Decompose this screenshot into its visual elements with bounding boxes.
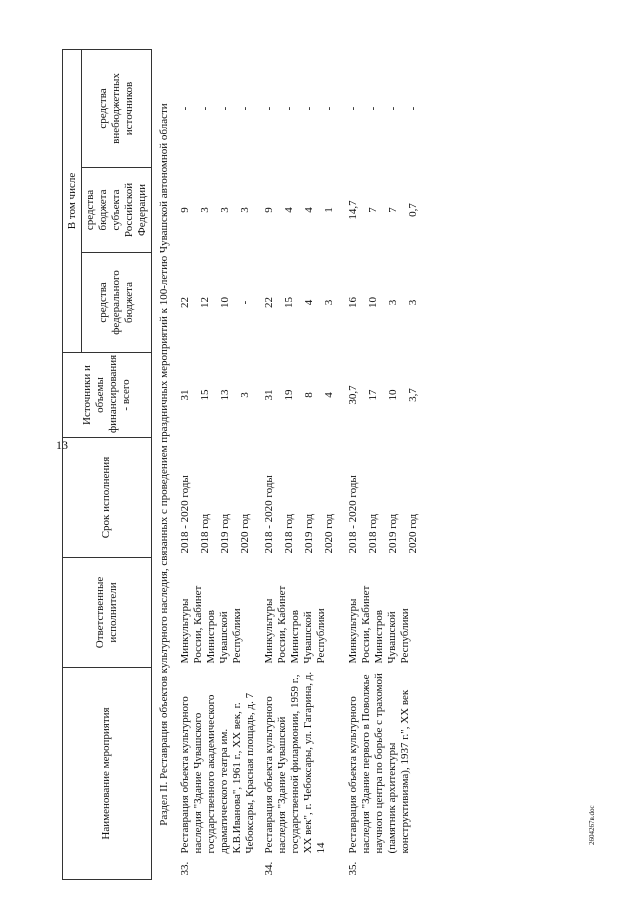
measure-name: Реставрация объекта культурного наследия "Здание первого в Поволжье научного центра по борьбе с трахомой (памятник архитектуры конструктивизма), 1937 г.", XX век: [346, 673, 411, 854]
federal: [261, 253, 345, 353]
period: [261, 438, 345, 558]
col-term-header: Срок исполнения: [63, 438, 152, 558]
period-value: 2020 год: [238, 513, 251, 554]
extra-value: -: [406, 106, 419, 111]
col-regional-header: средства бюджета субъекта Российской Федерации: [82, 168, 152, 253]
federal-value: 15: [282, 297, 295, 308]
extra-value: -: [366, 106, 379, 111]
extra-value: -: [302, 106, 315, 111]
period-value: 2018 - 2020 годы: [178, 475, 191, 554]
federal-value: 22: [178, 297, 191, 308]
extra-value: -: [282, 106, 295, 111]
regional: [177, 168, 261, 253]
document-code: 2604267в.doc: [588, 805, 596, 845]
extra-value: -: [346, 106, 359, 111]
regional-value: 7: [386, 207, 399, 213]
regional-value: 3: [198, 207, 211, 213]
regional-value: 0,7: [406, 203, 419, 217]
col-name-header: Наименование мероприятия: [63, 668, 152, 880]
regional: [345, 168, 429, 253]
regional-value: 4: [282, 207, 295, 213]
federal-value: -: [238, 300, 251, 305]
table-row: [345, 50, 429, 880]
regional-value: 3: [238, 207, 251, 213]
total: [177, 353, 261, 438]
extra-value: -: [218, 106, 231, 111]
section-title: Раздел II. Реставрация объектов культурного наследия, связанных с проведением праздничных мероприятий к 100-летию Чувашской автономной области: [157, 103, 170, 826]
period-value: 2020 год: [322, 513, 335, 554]
col-executors-header: Ответственные исполнители: [63, 558, 152, 668]
period-value: 2018 год: [198, 513, 211, 554]
total-value: 19: [282, 389, 295, 401]
period-value: 2018 год: [366, 513, 379, 554]
period-value: 2018 - 2020 годы: [346, 475, 359, 554]
col-total-header: Источники и объемы финансирования - всего: [63, 353, 152, 438]
regional-value: 1: [322, 207, 335, 213]
federal: [345, 253, 429, 353]
extra: [177, 50, 261, 168]
extra-value: -: [198, 106, 211, 111]
extra: [345, 50, 429, 168]
col-federal-header: средства федерального бюджета: [82, 253, 152, 353]
regional-value: 9: [262, 207, 275, 213]
period-value: 2019 год: [386, 513, 399, 554]
federal-value: 3: [322, 299, 335, 306]
regional-value: 14,7: [346, 200, 359, 220]
federal-value: 22: [262, 297, 275, 308]
regional-value: 3: [218, 207, 231, 213]
executors: Минкультуры России, Кабинет Министров Чувашской Республики: [178, 585, 243, 664]
period-value: 2019 год: [302, 513, 315, 554]
period-value: 2018 год: [282, 513, 295, 554]
total-value: 3,7: [406, 388, 419, 402]
total-value: 30,7: [346, 385, 359, 405]
executors: Минкультуры России, Кабинет Министров Чувашской Республики: [346, 585, 411, 664]
extra-value: -: [178, 106, 191, 111]
federal-value: 12: [198, 297, 211, 308]
executors: Минкультуры России, Кабинет Министров Чувашской Республики: [262, 585, 327, 664]
total: [345, 353, 429, 438]
regional: [261, 168, 345, 253]
federal-value: 10: [366, 297, 379, 308]
row-number: 34.: [262, 861, 275, 876]
regional-value: 9: [178, 207, 191, 213]
total-value: 31: [262, 389, 275, 401]
extra-value: -: [238, 106, 251, 111]
total-value: 15: [198, 389, 211, 401]
col-extra-header: средства внебюджетных источников: [82, 50, 152, 168]
row-number: 33.: [178, 861, 191, 876]
table-row: [177, 50, 261, 880]
total-value: 10: [386, 389, 399, 401]
federal-value: 16: [346, 297, 359, 308]
extra-value: -: [262, 106, 275, 111]
regional-value: 4: [302, 207, 315, 213]
extra: [261, 50, 345, 168]
total-value: 3: [238, 392, 251, 398]
period-value: 2018 - 2020 годы: [262, 475, 275, 554]
period: [345, 438, 429, 558]
rotated-page: [62, 30, 622, 880]
federal-value: 10: [218, 297, 231, 308]
total-value: 17: [366, 389, 379, 401]
total-value: 31: [178, 389, 191, 401]
extra-value: -: [322, 106, 335, 111]
federal: [177, 253, 261, 353]
table-row: [261, 50, 345, 880]
total: [261, 353, 345, 438]
row-number: 35.: [346, 861, 359, 876]
period: [177, 438, 261, 558]
regional-value: 7: [366, 207, 379, 213]
total-value: 8: [302, 392, 315, 398]
page-number: 13: [56, 438, 68, 452]
period-value: 2019 год: [218, 513, 231, 554]
col-including-header: В том числе: [63, 50, 82, 353]
measures-table: [62, 49, 429, 880]
extra-value: -: [386, 106, 399, 111]
measure-name: Реставрация объекта культурного наследия "Здание Чувашского государственного академического драматического театра им. К.В.Иванова", 1961 г., XX век, г. Чебоксары, Красная площадь, д. 7: [178, 692, 256, 854]
total-value: 4: [322, 392, 335, 398]
total-value: 13: [218, 389, 231, 401]
federal-value: 4: [302, 299, 315, 306]
measure-name: Реставрация объекта культурного наследия "Здание Чувашской государственной филармонии, 1959 г., XX век", г. Чебоксары, ул. Гагарина, д. 14: [262, 671, 327, 854]
federal-value: 3: [386, 299, 399, 306]
period-value: 2020 год: [406, 513, 419, 554]
federal-value: 3: [406, 299, 419, 306]
